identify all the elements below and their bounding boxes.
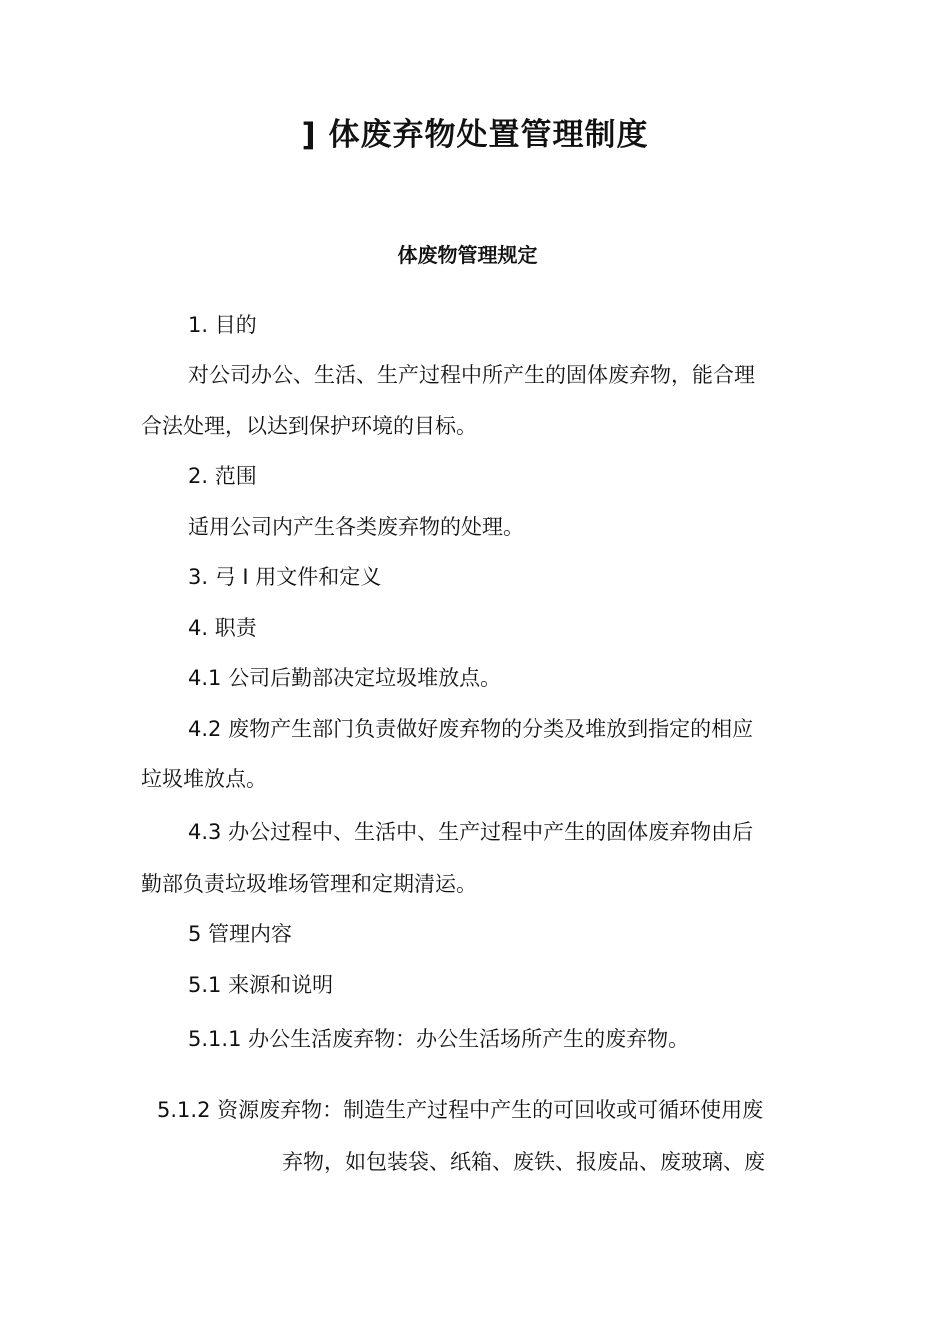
- paragraph-line: 弃物，如包装袋、纸箱、废铁、报废品、废玻璃、废: [282, 1150, 765, 1174]
- paragraph-line: 4.2 废物产生部门负责做好废弃物的分类及堆放到指定的相应: [188, 717, 754, 741]
- paragraph-line: 适用公司内产生各类废弃物的处理。: [188, 515, 524, 539]
- heading-responsibilities: 4. 职责: [188, 616, 257, 640]
- heading-management-content: 5 管理内容: [188, 922, 293, 946]
- paragraph-line: 4.3 办公过程中、生活中、生产过程中产生的固体废弃物由后: [188, 820, 754, 844]
- paragraph-line: 合法处理，以达到保护环境的目标。: [141, 414, 477, 438]
- heading-purpose: 1. 目的: [188, 313, 257, 337]
- heading-references: 3. 弓 I 用文件和定义: [188, 565, 382, 589]
- heading-sources: 5.1 来源和说明: [188, 973, 334, 997]
- document-subtitle: 体废物管理规定: [397, 243, 538, 267]
- paragraph-line: 对公司办公、生活、生产过程中所产生的固体废弃物，能合理: [188, 363, 755, 387]
- paragraph-line: 垃圾堆放点。: [141, 767, 267, 791]
- paragraph-line: 5.1.1 办公生活废弃物：办公生活场所产生的废弃物。: [188, 1027, 690, 1051]
- paragraph-line: 5.1.2 资源废弃物：制造生产过程中产生的可回收或可循环使用废: [157, 1098, 764, 1122]
- paragraph-line: 勤部负责垃圾堆场管理和定期清运。: [141, 872, 477, 896]
- heading-scope: 2. 范围: [188, 464, 257, 488]
- document-title: ] 体废弃物处置管理制度: [301, 117, 649, 153]
- paragraph-line: 4.1 公司后勤部决定垃圾堆放点。: [188, 666, 502, 690]
